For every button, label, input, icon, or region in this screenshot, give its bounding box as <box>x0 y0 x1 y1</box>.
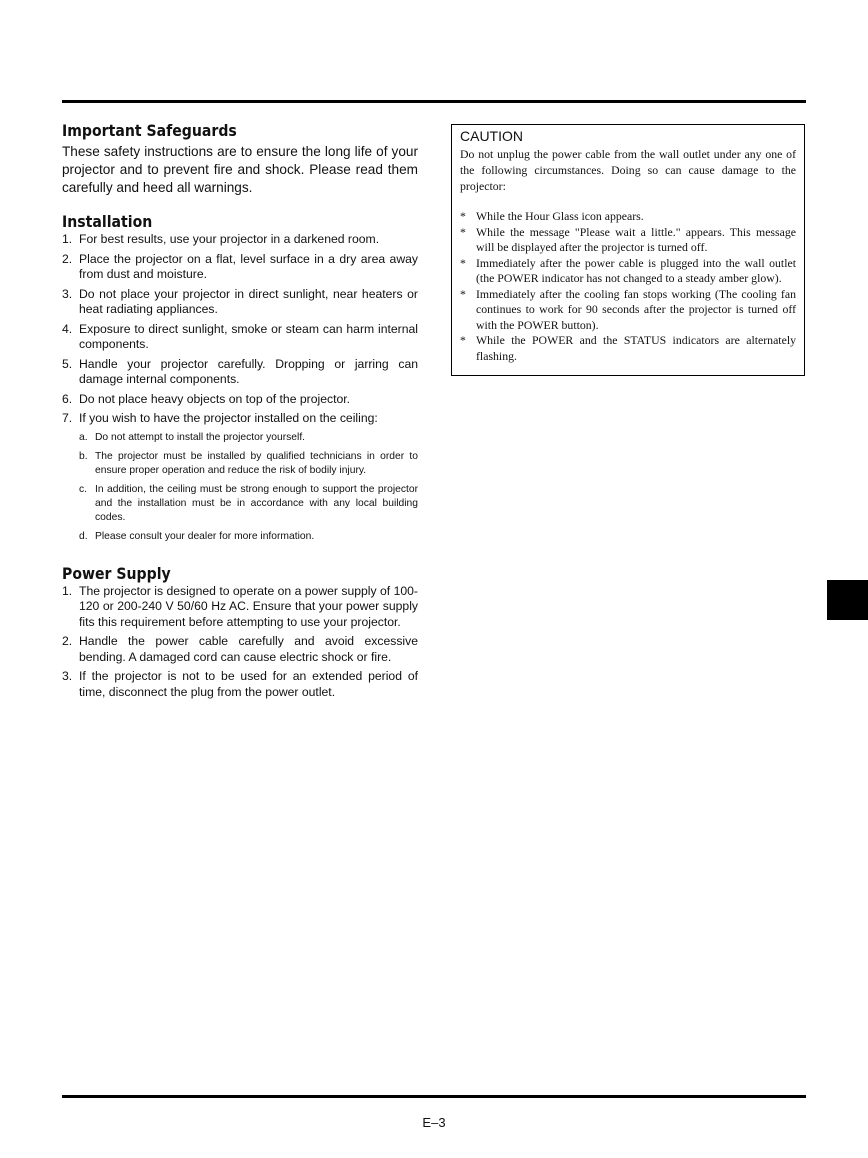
caution-item-text: While the POWER and the STATUS indicators are alternately flashing. <box>476 333 796 363</box>
asterisk-bullet: * <box>460 224 466 239</box>
asterisk-bullet: * <box>460 333 466 347</box>
item-number: 2. <box>62 634 73 648</box>
sub-item-text: The projector must be installed by qualified technicians in order to ensure proper operation and reduce the risk of bodily injury. <box>95 450 418 476</box>
item-number: 4. <box>62 321 73 336</box>
caution-item-text: While the message "Please wait a little." appears. This message will be displayed after the projector is turned off. <box>476 224 796 254</box>
top-rule <box>62 100 806 103</box>
item-text: For best results, use your projector in a darkened room. <box>79 232 380 246</box>
installation-heading: Installation <box>62 212 153 231</box>
left-column <box>62 121 418 704</box>
list-item <box>62 322 418 353</box>
caution-box <box>451 124 805 376</box>
caution-item <box>460 225 796 256</box>
sub-list-item <box>79 530 418 544</box>
sub-item-letter: d. <box>79 530 88 542</box>
list-item <box>62 232 418 248</box>
caution-title: CAUTION <box>460 128 523 144</box>
section-thumb-tab <box>827 580 868 620</box>
sub-item-letter: a. <box>79 431 88 443</box>
caution-item-text: Immediately after the cooling fan stops working (The cooling fan continues to work for 90 seconds after the projector is turned off with the POWER button). <box>476 286 796 332</box>
sub-list-item <box>79 450 418 478</box>
list-item <box>62 392 418 408</box>
item-text: If the projector is not to be used for an extended period of time, disconnect the plug from the power outlet. <box>79 669 418 699</box>
sub-item-letter: b. <box>79 450 88 462</box>
item-number: 7. <box>62 411 73 425</box>
installation-list <box>62 232 418 544</box>
item-text: Exposure to direct sunlight, smoke or steam can harm internal components. <box>79 321 418 351</box>
caution-item <box>460 256 796 287</box>
sub-item-letter: c. <box>79 483 88 495</box>
caution-item <box>460 287 796 334</box>
sub-list-item <box>79 483 418 525</box>
right-column <box>451 124 805 376</box>
list-item <box>62 584 418 631</box>
list-item <box>62 357 418 388</box>
ceiling-sublist <box>79 431 418 544</box>
item-number: 1. <box>62 583 73 598</box>
sub-list-item <box>79 431 418 445</box>
safeguards-heading: Important Safeguards <box>62 121 237 140</box>
caution-body: Do not unplug the power cable from the wall outlet under any one of the following circumstances. Doing so can cause damage to the projector: <box>460 147 796 193</box>
item-number: 6. <box>62 391 73 406</box>
item-number: 3. <box>62 669 73 683</box>
sub-item-text: Please consult your dealer for more information. <box>95 530 315 542</box>
bottom-rule <box>62 1095 806 1098</box>
caution-item-text: While the Hour Glass icon appears. <box>476 209 644 223</box>
caution-item <box>460 209 796 225</box>
power-supply-heading: Power Supply <box>62 563 171 583</box>
caution-item-text: Immediately after the power cable is plugged into the wall outlet (the POWER indicator has not changed to a steady amber glow). <box>476 255 796 285</box>
caution-item <box>460 333 796 364</box>
item-number: 5. <box>62 356 73 371</box>
item-text: If you wish to have the projector installed on the ceiling: <box>79 411 378 425</box>
caution-list <box>460 209 796 364</box>
asterisk-bullet: * <box>460 209 466 223</box>
list-item <box>62 669 418 700</box>
item-number: 2. <box>62 251 73 266</box>
item-text: Handle the power cable carefully and avoid excessive bending. A damaged cord can cause electric shock or fire. <box>79 634 418 664</box>
asterisk-bullet: * <box>460 255 466 270</box>
item-text: Do not place your projector in direct sunlight, near heaters or heat radiating appliances. <box>79 286 418 316</box>
list-item <box>62 411 418 544</box>
sub-item-text: Do not attempt to install the projector yourself. <box>95 431 306 443</box>
item-number: 1. <box>62 232 73 246</box>
item-text: Handle your projector carefully. Dropping or jarring can damage internal components. <box>79 356 418 386</box>
item-text: The projector is designed to operate on a power supply of 100-120 or 200-240 V 50/60 Hz AC. Ensure that your power supply fits this requirement before attempting to use your projector. <box>79 583 418 629</box>
list-item <box>62 252 418 283</box>
item-text: Do not place heavy objects on top of the projector. <box>79 391 351 406</box>
asterisk-bullet: * <box>460 286 466 301</box>
safeguards-intro: These safety instructions are to ensure the long life of your projector and to prevent fire and shock. Please read them carefully and heed all warnings. <box>62 144 418 195</box>
power-supply-list <box>62 584 418 701</box>
page-number: E–3 <box>422 1115 446 1130</box>
sub-item-text: In addition, the ceiling must be strong enough to support the projector and the installation must be in accordance with any local building codes. <box>95 483 418 523</box>
list-item <box>62 287 418 318</box>
item-number: 3. <box>62 286 73 301</box>
item-text: Place the projector on a flat, level surface in a dry area away from dust and moisture. <box>79 251 418 281</box>
list-item <box>62 634 418 665</box>
